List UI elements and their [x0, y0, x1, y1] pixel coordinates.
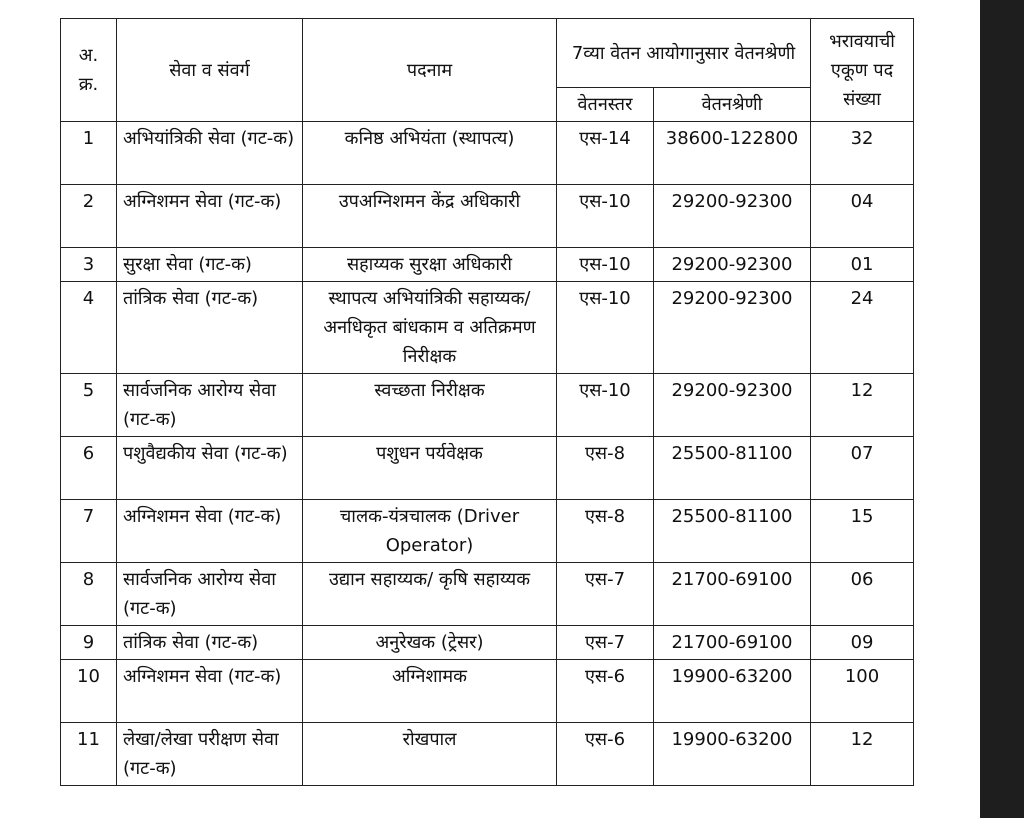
cell-service: अभियांत्रिकी सेवा (गट-क): [117, 122, 303, 185]
cell-service: लेखा/लेखा परीक्षण सेवा (गट-क): [117, 723, 303, 786]
table-row: [61, 122, 914, 185]
cell-post: स्थापत्य अभियांत्रिकी सहाय्यक/अनधिकृत बांधकाम व अतिक्रमण निरीक्षक: [303, 282, 557, 374]
cell-pay-scale: 29200-92300: [654, 282, 811, 374]
cell-sr: 1: [61, 122, 117, 185]
header-row: [61, 19, 914, 88]
cell-pay-scale: 29200-92300: [654, 248, 811, 282]
cell-service: तांत्रिक सेवा (गट-क): [117, 282, 303, 374]
cell-sr: 8: [61, 563, 117, 626]
cell-pay-level: एस-8: [557, 437, 654, 500]
cell-sr: 4: [61, 282, 117, 374]
cell-post: रोखपाल: [303, 723, 557, 786]
cell-pay-level: एस-7: [557, 626, 654, 660]
cell-pay-level: एस-10: [557, 282, 654, 374]
cell-pay-scale: 21700-69100: [654, 563, 811, 626]
cell-total-posts: 09: [811, 626, 914, 660]
cell-sr: 11: [61, 723, 117, 786]
cell-post: पशुधन पर्यवेक्षक: [303, 437, 557, 500]
cell-post: उद्यान सहाय्यक/ कृषि सहाय्यक: [303, 563, 557, 626]
cell-service: सार्वजनिक आरोग्य सेवा (गट-क): [117, 374, 303, 437]
cell-pay-level: एस-6: [557, 723, 654, 786]
table-row: [61, 282, 914, 374]
side-bar-edge: [980, 0, 1024, 818]
cell-pay-scale: 29200-92300: [654, 374, 811, 437]
cell-post: चालक-यंत्रचालक (Driver Operator): [303, 500, 557, 563]
header-post-name: पदनाम: [303, 19, 557, 122]
table-row: [61, 437, 914, 500]
cell-post: कनिष्ठ अभियंता (स्थापत्य): [303, 122, 557, 185]
cell-pay-level: एस-8: [557, 500, 654, 563]
cell-service: पशुवैद्यकीय सेवा (गट-क): [117, 437, 303, 500]
table-row: [61, 374, 914, 437]
cell-total-posts: 100: [811, 660, 914, 723]
cell-post: उपअग्निशमन केंद्र अधिकारी: [303, 185, 557, 248]
cell-post: अग्निशामक: [303, 660, 557, 723]
cell-pay-scale: 29200-92300: [654, 185, 811, 248]
cell-pay-scale: 25500-81100: [654, 437, 811, 500]
cell-post: अनुरेखक (ट्रेसर): [303, 626, 557, 660]
cell-service: तांत्रिक सेवा (गट-क): [117, 626, 303, 660]
cell-sr: 3: [61, 248, 117, 282]
cell-pay-level: एस-10: [557, 185, 654, 248]
cell-service: सुरक्षा सेवा (गट-क): [117, 248, 303, 282]
cell-post: सहाय्यक सुरक्षा अधिकारी: [303, 248, 557, 282]
cell-total-posts: 04: [811, 185, 914, 248]
cell-pay-level: एस-7: [557, 563, 654, 626]
cell-service: अग्निशमन सेवा (गट-क): [117, 185, 303, 248]
table-row: [61, 626, 914, 660]
table-row: [61, 723, 914, 786]
cell-total-posts: 32: [811, 122, 914, 185]
cell-pay-level: एस-14: [557, 122, 654, 185]
posts-table: [60, 18, 914, 786]
cell-service: अग्निशमन सेवा (गट-क): [117, 660, 303, 723]
header-pay-commission: 7व्या वेतन आयोगानुसार वेतनश्रेणी: [557, 19, 811, 88]
header-pay-level: वेतनस्तर: [557, 88, 654, 122]
cell-sr: 2: [61, 185, 117, 248]
header-total-posts: भरावयाची एकूण पद संख्या: [811, 19, 914, 122]
table-row: [61, 660, 914, 723]
cell-pay-scale: 19900-63200: [654, 660, 811, 723]
cell-sr: 9: [61, 626, 117, 660]
cell-pay-scale: 21700-69100: [654, 626, 811, 660]
header-service-cadre: सेवा व संवर्ग: [117, 19, 303, 122]
cell-pay-scale: 19900-63200: [654, 723, 811, 786]
table-row: [61, 248, 914, 282]
table-row: [61, 185, 914, 248]
cell-service: सार्वजनिक आरोग्य सेवा (गट-क): [117, 563, 303, 626]
cell-sr: 7: [61, 500, 117, 563]
cell-total-posts: 07: [811, 437, 914, 500]
cell-post: स्वच्छता निरीक्षक: [303, 374, 557, 437]
cell-pay-level: एस-6: [557, 660, 654, 723]
cell-sr: 10: [61, 660, 117, 723]
cell-total-posts: 12: [811, 374, 914, 437]
cell-total-posts: 12: [811, 723, 914, 786]
cell-total-posts: 01: [811, 248, 914, 282]
cell-pay-scale: 25500-81100: [654, 500, 811, 563]
cell-pay-scale: 38600-122800: [654, 122, 811, 185]
header-sr-no: अ. क्र.: [61, 19, 117, 122]
cell-total-posts: 24: [811, 282, 914, 374]
cell-total-posts: 06: [811, 563, 914, 626]
cell-total-posts: 15: [811, 500, 914, 563]
table-row: [61, 500, 914, 563]
table-row: [61, 563, 914, 626]
header-pay-scale: वेतनश्रेणी: [654, 88, 811, 122]
cell-service: अग्निशमन सेवा (गट-क): [117, 500, 303, 563]
cell-pay-level: एस-10: [557, 248, 654, 282]
cell-pay-level: एस-10: [557, 374, 654, 437]
cell-sr: 6: [61, 437, 117, 500]
cell-sr: 5: [61, 374, 117, 437]
